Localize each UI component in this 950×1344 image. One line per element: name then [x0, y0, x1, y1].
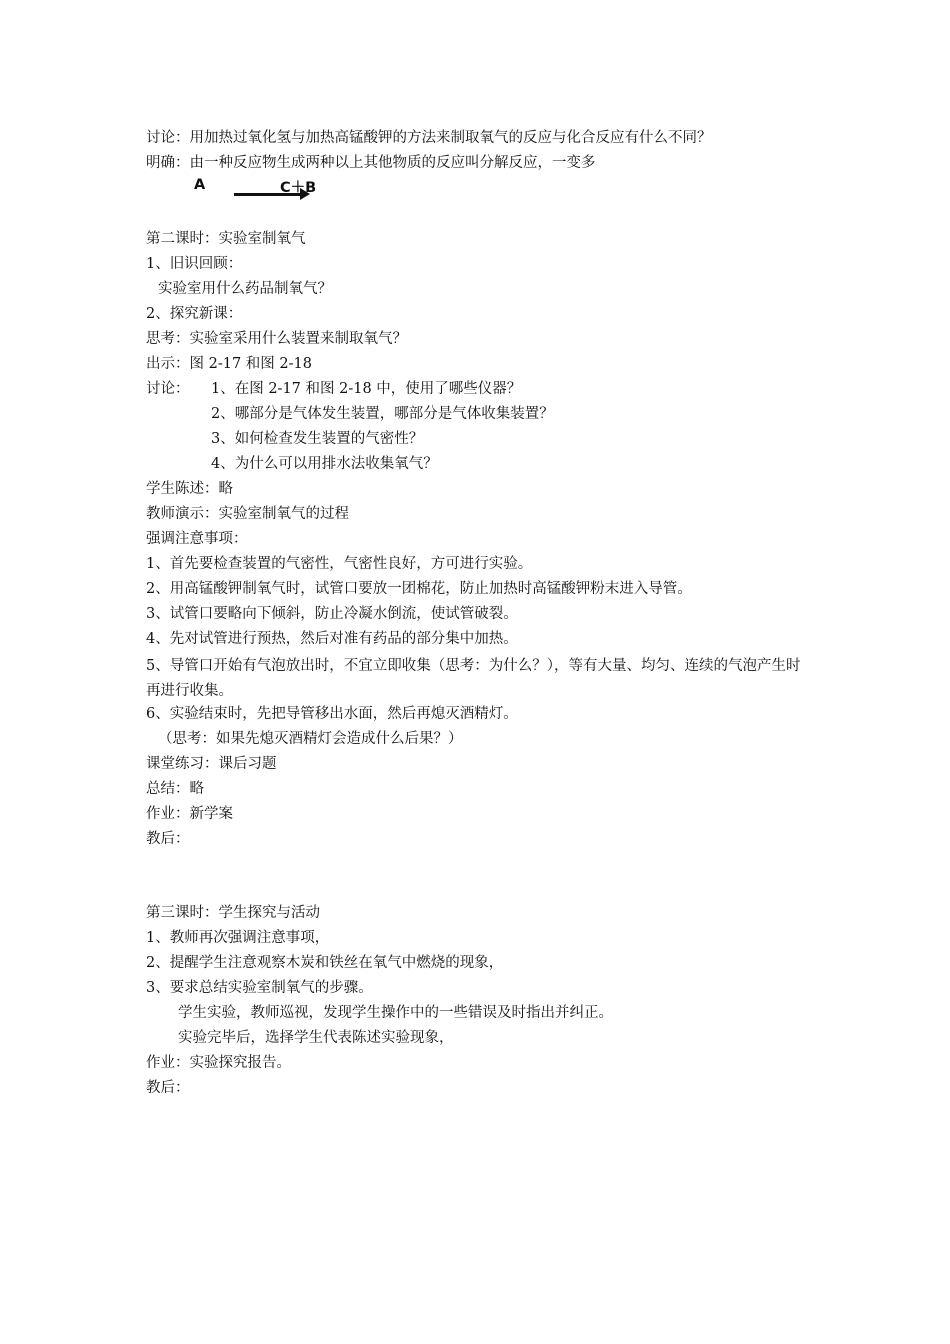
homework-line: 作业：新学案 — [146, 806, 233, 822]
lesson3-after-teaching: 教后： — [146, 1080, 190, 1096]
note-item: 2、用高锰酸钾制氧气时，试管口要放一团棉花，防止加热时高锰酸钾粉末进入导管。 — [146, 581, 692, 597]
discuss-item: 3、如何检查发生装置的气密性？ — [211, 431, 424, 447]
discuss-item: 1、在图 2-17 和图 2-18 中，使用了哪些仪器？ — [211, 381, 522, 397]
discuss-item: 4、为什么可以用排水法收集氧气？ — [211, 456, 438, 472]
teacher-demo: 教师演示：实验室制氧气的过程 — [146, 506, 349, 522]
lesson3-item: 3、要求总结实验室制氧气的步骤。 — [146, 980, 373, 996]
lesson3-title: 第三课时：学生探究与活动 — [146, 905, 320, 921]
note-item: 3、试管口要略向下倾斜，防止冷凝水倒流，使试管破裂。 — [146, 606, 518, 622]
lesson3-item: 2、提醒学生注意观察木炭和铁丝在氧气中燃烧的现象， — [146, 955, 504, 971]
after-teaching-line: 教后： — [146, 831, 190, 847]
summary-line: 总结：略 — [146, 781, 204, 797]
review-question: 实验室用什么药品制氧气？ — [158, 281, 332, 297]
products-label: C＋B — [280, 180, 317, 196]
new-lesson-heading: 2、探究新课： — [146, 306, 243, 322]
note-item: 5、导管口开始有气泡放出时，不宜立即收集（思考：为什么？），等有大量、均匀、连续的气泡产生时再进行收集。 — [146, 658, 801, 699]
student-statement: 学生陈述：略 — [146, 481, 233, 497]
lesson3-homework: 作业：实验探究报告。 — [146, 1055, 291, 1071]
review-heading: 1、旧识回顾： — [146, 256, 243, 272]
reactant-label: A — [194, 177, 206, 193]
reaction-equation — [194, 177, 354, 199]
think-line: 思考：实验室采用什么装置来制取氧气？ — [146, 331, 407, 347]
lesson3-paragraph: 实验完毕后，选择学生代表陈述实验现象， — [178, 1030, 454, 1046]
lesson3-paragraph: 学生实验，教师巡视，发现学生操作中的一些错误及时指出并纠正。 — [178, 1005, 613, 1021]
emphasis-heading: 强调注意事项： — [146, 531, 248, 547]
note-item: 4、先对试管进行预热，然后对准有药品的部分集中加热。 — [146, 631, 518, 647]
lesson2-title: 第二课时：实验室制氧气 — [146, 231, 306, 247]
discuss-label: 讨论： — [146, 381, 190, 397]
note-item: 1、首先要检查装置的气密性，气密性良好，方可进行实验。 — [146, 556, 533, 572]
think2-line: （思考：如果先熄灭酒精灯会造成什么后果？） — [158, 731, 463, 747]
discussion-line: 讨论：用加热过氧化氢与加热高锰酸钾的方法来制取氧气的反应与化合反应有什么不同？ — [146, 130, 712, 146]
note-item: 6、实验结束时，先把导管移出水面，然后再熄灭酒精灯。 — [146, 706, 518, 722]
clarify-line: 明确：由一种反应物生成两种以上其他物质的反应叫分解反应，一变多 — [146, 155, 596, 171]
lesson3-item: 1、教师再次强调注意事项， — [146, 930, 330, 946]
discuss-item: 2、哪部分是气体发生装置，哪部分是气体收集装置？ — [211, 406, 554, 422]
practice-line: 课堂练习：课后习题 — [146, 756, 277, 772]
show-line: 出示：图 2-17 和图 2-18 — [146, 356, 312, 372]
